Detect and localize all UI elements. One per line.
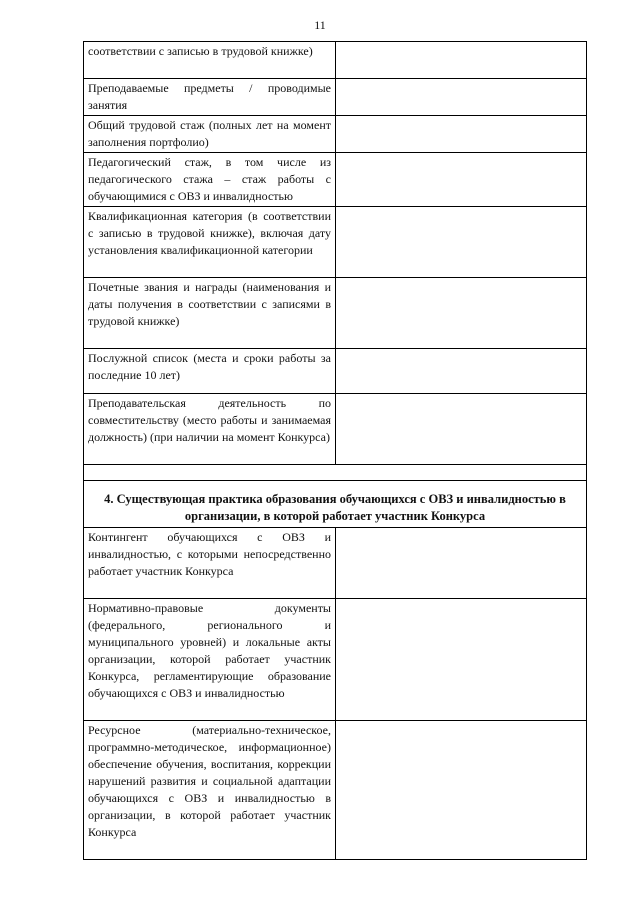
table-spacer [84,465,587,481]
row-label-position-workbook: соответствии с записью в трудовой книжке) [84,42,336,79]
row-label-subjects: Преподаваемые предметы / проводимые занятия [84,79,336,116]
table-row [84,394,587,465]
row-label-awards: Почетные звания и награды (наименования и даты получения в соответствии с записями в трудовой книжке) [84,278,336,349]
row-value-total-experience[interactable] [336,116,587,153]
row-label-teaching-experience: Педагогический стаж, в том числе из педагогического стажа – стаж работы с обучающимися с ОВЗ и инвалидностью [84,153,336,207]
row-value-resources[interactable] [336,721,587,860]
table-row [84,349,587,394]
section-4-title: 4. Существующая практика образования обучающихся с ОВЗ и инвалидностью в организации, в которой работает участник Конкурса [84,481,587,528]
row-value-regulations[interactable] [336,599,587,721]
row-label-resources: Ресурсное (материально-техническое, программно-методическое, информационное) обеспечение обучения, воспитания, коррекции нарушений развития и социальной адаптации обучающихся с ОВЗ и инвалидностью в организации, в которой работает участник Конкурса [84,721,336,860]
row-label-service-record: Послужной список (места и сроки работы за последние 10 лет) [84,349,336,394]
row-value-teaching-experience[interactable] [336,153,587,207]
row-value-contingent[interactable] [336,528,587,599]
row-value-service-record[interactable] [336,349,587,394]
row-value-subjects[interactable] [336,79,587,116]
row-label-part-time: Преподавательская деятельность по совместительству (место работы и занимаемая должность) (при наличии на момент Конкурса) [84,394,336,465]
table-row [84,79,587,116]
table-row [84,207,587,278]
table-row [84,153,587,207]
table-row [84,278,587,349]
table-row [84,528,587,599]
table-row [84,721,587,860]
page-number: 11 [314,18,326,32]
row-value-awards[interactable] [336,278,587,349]
table-row [84,42,587,79]
row-value-position-workbook[interactable] [336,42,587,79]
row-value-part-time[interactable] [336,394,587,465]
section-heading-row [84,481,587,528]
row-label-regulations: Нормативно-правовые документы (федерального, регионального и муниципального уровней) и локальные акты организации, которой работает участник Конкурса, регламентирующие образование обучающихся с ОВЗ и инвалидностью [84,599,336,721]
row-label-total-experience: Общий трудовой стаж (полных лет на момент заполнения портфолио) [84,116,336,153]
row-label-qualification: Квалификационная категория (в соответствии с записью в трудовой книжке), включая дату установления квалификационной категории [84,207,336,278]
row-label-contingent: Контингент обучающихся с ОВЗ и инвалидностью, с которыми непосредственно работает участник Конкурса [84,528,336,599]
portfolio-form-table [83,41,587,860]
table-row [84,116,587,153]
table-row [84,599,587,721]
row-value-qualification[interactable] [336,207,587,278]
